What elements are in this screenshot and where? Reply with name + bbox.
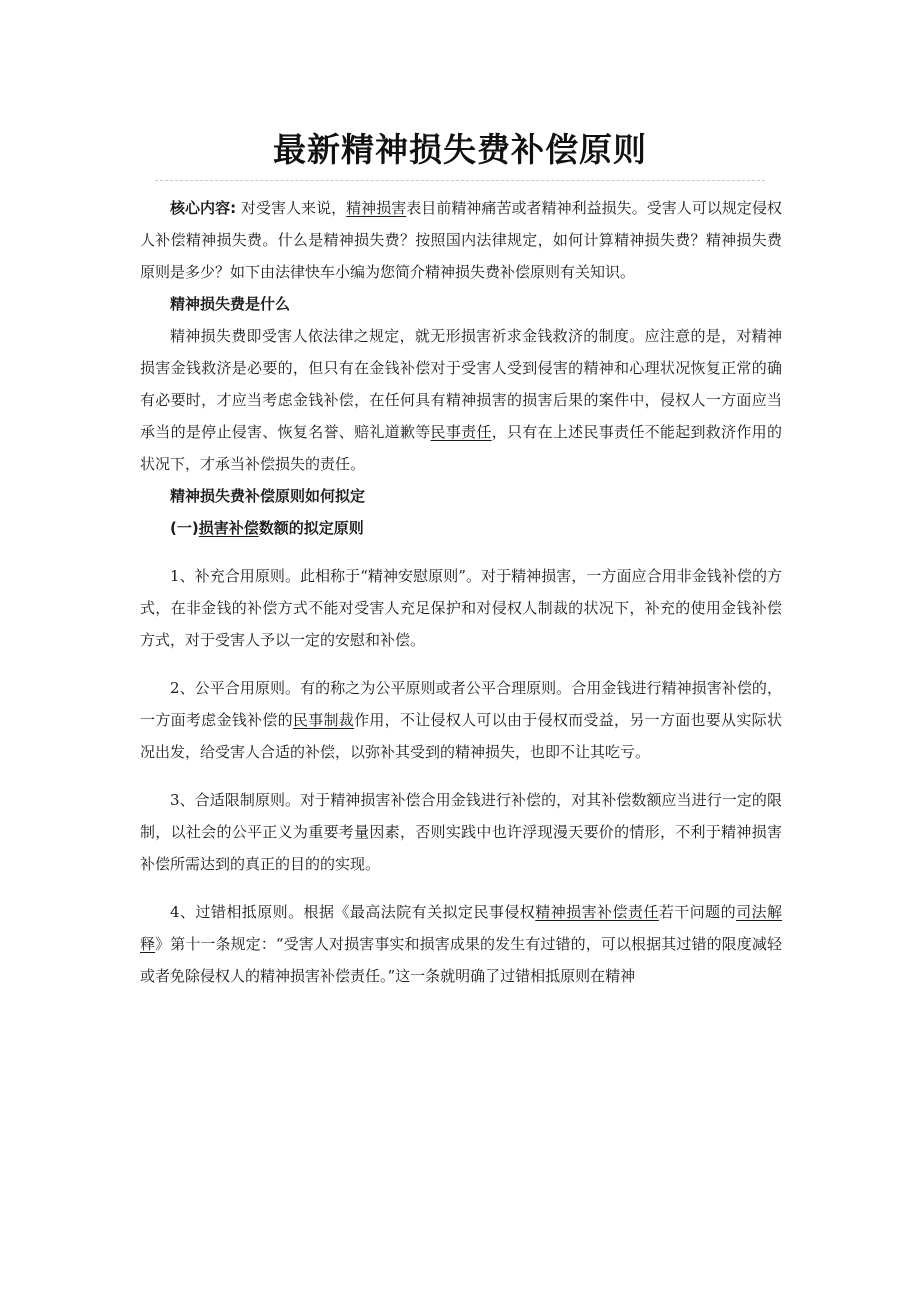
section-heading-principles: 精神损失费补偿原则如何拟定 [170, 487, 366, 505]
principle-4-text-2: 若干问题的 [658, 903, 737, 921]
principle-3-paragraph: 3、合适限制原则。对于精神损害补偿合用金钱进行补偿的，对其补偿数额应当进行一定的限制，以社会的公平正义为重要考量因素，否则实践中也许浮现漫天要价的情形，不利于精神损害补偿所需达到的真正的目的的实现。 [140, 791, 782, 873]
section1-paragraph [140, 320, 782, 480]
intro-text-1: 对受害人来说， [236, 199, 347, 217]
intro-text-2: 表目前精神痛苦或者精神利益损失。受害人可以规定侵权人补偿精神损失费。什么是精神损失费？按照国内法律规定，如何计算精神损失费？精神损失费原则是多少？如下由法律快车小编为您简介精神损失费补偿原则有关知识。 [140, 199, 782, 281]
document-body [140, 192, 782, 992]
subsection-heading [140, 512, 782, 544]
link-mental-damage-liability[interactable]: 精神损害补偿责任 [535, 903, 659, 921]
link-civil-sanction[interactable]: 民事制裁 [292, 711, 355, 729]
principle-2-paragraph [140, 672, 782, 768]
document-title: 最新精神损失费补偿原则 [273, 130, 647, 169]
principle-2-text-2: 作用，不让侵权人可以由于侵权而受益，另一方面也要从实际状况出发，给受害人合适的补偿，以弥补其受到的精神损失，也即不让其吃亏。 [140, 711, 782, 761]
principle-4-text-3: 》第十一条规定：“受害人对损害事实和损害成果的发生有过错的，可以根据其过错的限度减轻或者免除侵权人的精神损害补偿责任。”这一条就明确了过错相抵原则在精神 [140, 935, 782, 985]
link-damage-compensation[interactable]: 损害补偿 [198, 519, 259, 537]
principle-2-text-1: 2、公平合用原则。有的称之为公平原则或者公平合理原则。合用金钱进行精神损害补偿的，一方面考虑金钱补偿的 [140, 679, 782, 729]
link-civil-liability[interactable]: 民事责任 [430, 423, 492, 441]
title-divider [155, 180, 765, 181]
principle-1-paragraph: 1、补充合用原则。此相称于“精神安慰原则”。对于精神损害，一方面应合用非金钱补偿的方式，在非金钱的补偿方式不能对受害人充足保护和对侵权人制裁的状况下，补充的使用金钱补偿方式，对于受害人予以一定的安慰和补偿。 [140, 567, 782, 649]
section-heading-what-is: 精神损失费是什么 [170, 295, 291, 313]
principle-4-paragraph [140, 896, 782, 992]
core-content-label: 核心内容: [170, 199, 237, 217]
subsection-prefix: (一) [170, 519, 199, 537]
link-judicial-interpretation[interactable]: 司法解释 [140, 903, 782, 953]
subsection-suffix: 数额的拟定原则 [258, 519, 364, 537]
link-mental-damage[interactable]: 精神损害 [346, 199, 407, 217]
section1-text-2: ，只有在上述民事责任不能起到救济作用的状况下，才承当补偿损失的责任。 [140, 423, 782, 473]
principle-4-text-1: 4、过错相抵原则。根据《最高法院有关拟定民事侵权 [170, 903, 536, 921]
intro-paragraph [140, 192, 782, 288]
section1-text-1: 精神损失费即受害人依法律之规定，就无形损害祈求金钱救济的制度。应注意的是，对精神损害金钱救济是必要的，但只有在金钱补偿对于受害人受到侵害的精神和心理状况恢复正常的确有必要时，才应当考虑金钱补偿，在任何具有精神损害的损害后果的案件中，侵权人一方面应当承当的是停止侵害、恢复名誉、赔礼道歉等 [140, 327, 782, 441]
